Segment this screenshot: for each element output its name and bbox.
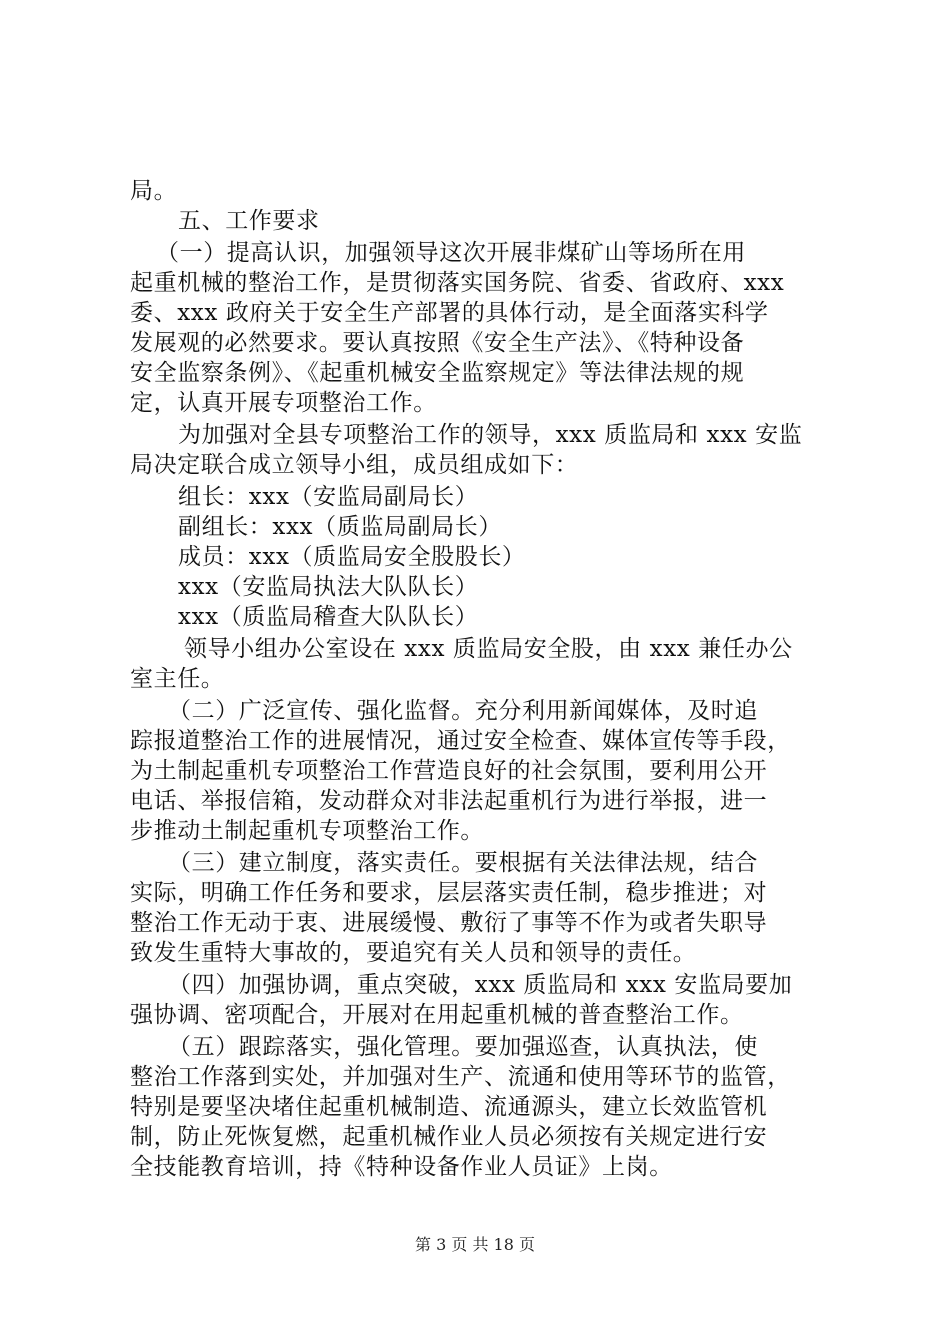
text-line: 定，认真开展专项整治工作。 (130, 390, 437, 416)
text-line: 强协调、密项配合，开展对在用起重机械的普查整治工作。 (130, 1002, 744, 1028)
text-line: 发展观的必然要求。要认真按照《安全生产法》、《特种设备 (130, 330, 745, 356)
text-line: （一）提高认识，加强领导这次开展非煤矿山等场所在用 (156, 240, 746, 266)
text-line: 电话、举报信箱，发动群众对非法起重机行为进行举报，进一 (130, 788, 768, 814)
text-line: 制，防止死恢复燃，起重机械作业人员必须按有关规定进行安 (130, 1124, 768, 1150)
text-line: 室主任。 (130, 666, 225, 692)
text-line: 为土制起重机专项整治工作营造良好的社会氛围，要利用公开 (130, 758, 768, 784)
section-heading: 五、工作要求 (178, 208, 320, 234)
text-line: 安全监察条例》、《起重机械安全监察规定》等法律法规的规 (130, 360, 745, 386)
text-line: 踪报道整治工作的进展情况，通过安全检查、媒体宣传等手段， (130, 728, 791, 754)
text-line: （四）加强协调，重点突破，xxx 质监局和 xxx 安监局要加 (168, 972, 793, 998)
member-deputy: 副组长：xxx（质监局副局长） (178, 514, 502, 540)
text-line: 局决定联合成立领导小组，成员组成如下： (130, 452, 579, 478)
text-line: （三）建立制度，落实责任。要根据有关法律法规，结合 (168, 850, 758, 876)
text-line: 特别是要坚决堵住起重机械制造、流通源头，建立长效监管机 (130, 1094, 768, 1120)
member-leader: 组长：xxx（安监局副局长） (178, 484, 479, 510)
text-line: （二）广泛宣传、强化监督。充分利用新闻媒体，及时追 (168, 698, 758, 724)
member-3: xxx（质监局稽查大队队长） (178, 604, 479, 630)
text-line: 全技能教育培训，持《特种设备作业人员证》上岗。 (130, 1154, 673, 1180)
text-line: 整治工作落到实处，并加强对生产、流通和使用等环节的监管， (130, 1064, 791, 1090)
text-line: 为加强对全县专项整治工作的领导，xxx 质监局和 xxx 安监 (178, 422, 803, 448)
text-line: 领导小组办公室设在 xxx 质监局安全股，由 xxx 兼任办公 (184, 636, 793, 662)
text-line: 实际，明确工作任务和要求，层层落实责任制，稳步推进；对 (130, 880, 768, 906)
text-line: 局。 (130, 178, 178, 204)
text-line: 整治工作无动于衷、进展缓慢、敷衍了事等不作为或者失职导 (130, 910, 768, 936)
page-number-footer: 第 3 页 共 18 页 (415, 1235, 535, 1254)
text-line: 委、xxx 政府关于安全生产部署的具体行动，是全面落实科学 (130, 300, 769, 326)
member-2: xxx（安监局执法大队队长） (178, 574, 479, 600)
text-line: 步推动土制起重机专项整治工作。 (130, 818, 484, 844)
text-line: 起重机械的整治工作，是贯彻落实国务院、省委、省政府、xxx (130, 270, 785, 296)
member-1: 成员：xxx（质监局安全股股长） (178, 544, 526, 570)
text-line: 致发生重特大事故的，要追究有关人员和领导的责任。 (130, 940, 697, 966)
text-line: （五）跟踪落实，强化管理。要加强巡查，认真执法，使 (168, 1034, 758, 1060)
